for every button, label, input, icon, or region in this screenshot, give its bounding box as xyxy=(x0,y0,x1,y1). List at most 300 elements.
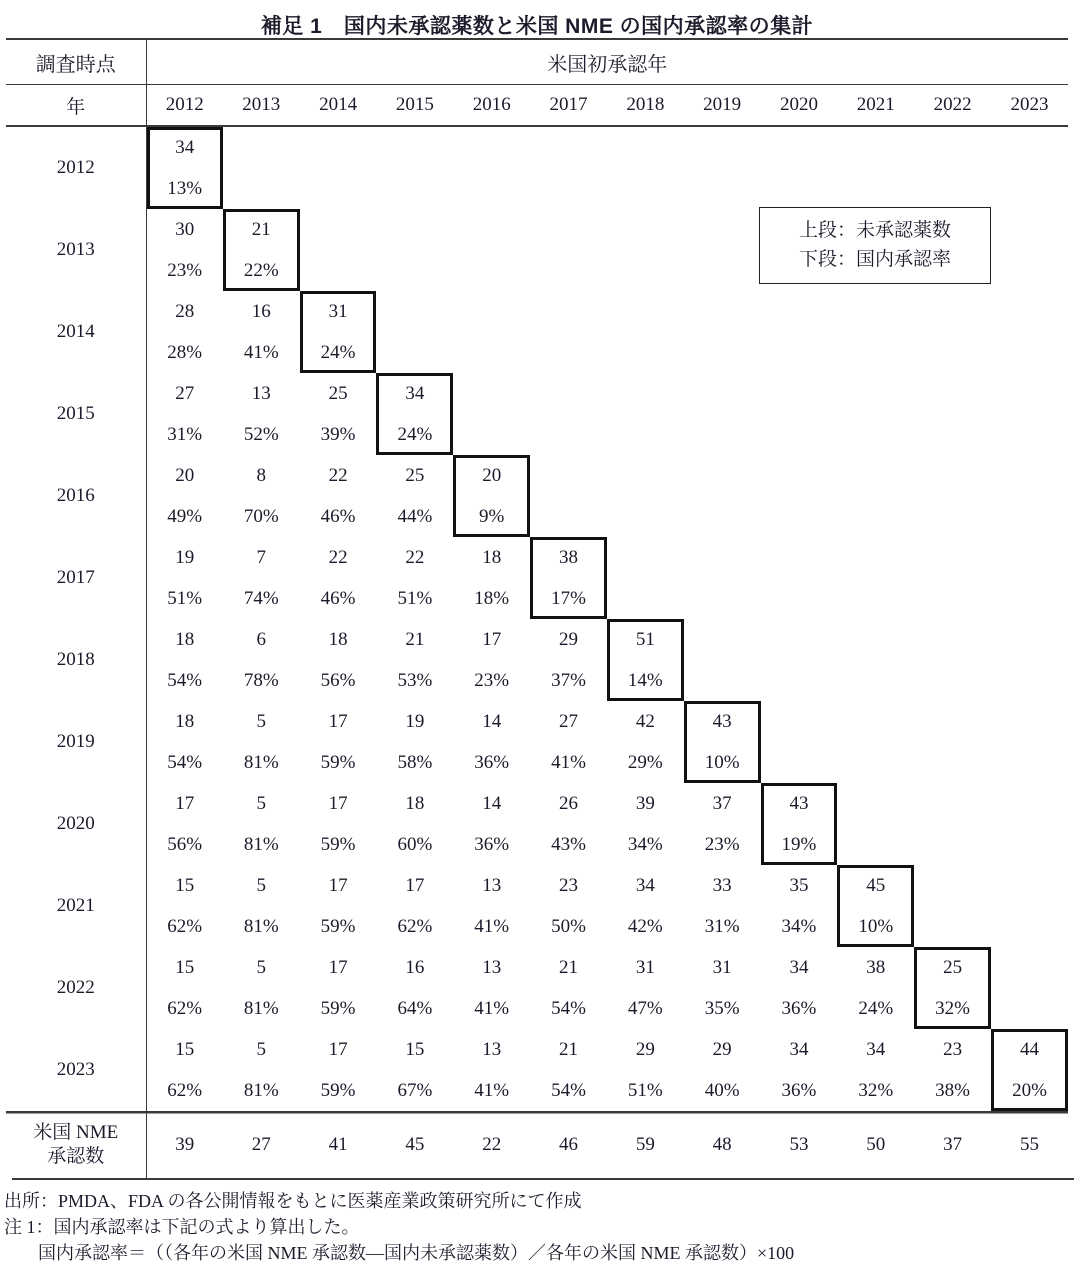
approval-rate: 70% xyxy=(243,506,279,527)
approval-rate: 50% xyxy=(551,916,586,937)
unapproved-count: 14 xyxy=(482,793,502,814)
approval-rate: 41% xyxy=(243,342,279,363)
cell-2017-2016 xyxy=(453,537,530,619)
unapproved-count: 17 xyxy=(328,875,348,896)
cell-2014-2017 xyxy=(530,291,607,373)
approval-rate: 40% xyxy=(704,1080,740,1101)
unapproved-count: 43 xyxy=(789,793,809,814)
cell-2017-2018 xyxy=(607,537,684,619)
table-row xyxy=(6,1029,1068,1112)
cell-2022-2023 xyxy=(991,947,1068,1029)
cell-2017-2021 xyxy=(837,537,914,619)
unapproved-count: 18 xyxy=(405,793,425,814)
unapproved-count: 16 xyxy=(251,301,271,322)
cell-2012-2012 xyxy=(146,126,223,209)
cell-stack xyxy=(376,619,453,701)
approval-rate: 41% xyxy=(474,916,510,937)
cell-stack xyxy=(147,373,223,455)
cell-stack xyxy=(684,701,761,783)
cell-2012-2013 xyxy=(223,126,300,209)
cell-stack xyxy=(223,619,300,701)
unapproved-count: 17 xyxy=(405,875,425,896)
unapproved-count: 15 xyxy=(175,957,195,978)
approval-rate: 31% xyxy=(704,916,740,937)
cell-2015-2020 xyxy=(761,373,838,455)
cell-2012-2015 xyxy=(376,126,453,209)
unapproved-count: 29 xyxy=(635,1039,655,1060)
cell-2022-2022 xyxy=(914,947,991,1029)
cell-2014-2013 xyxy=(223,291,300,373)
cell-stack xyxy=(223,865,300,947)
approval-rate: 41% xyxy=(551,752,586,773)
unapproved-count: 18 xyxy=(175,711,195,732)
unapproved-count: 27 xyxy=(175,383,195,404)
approval-rate: 34% xyxy=(781,916,817,937)
approval-rate: 46% xyxy=(320,506,356,527)
header-year-2014: 2014 xyxy=(300,85,377,127)
cell-2012-2018 xyxy=(607,126,684,209)
header-year-2021: 2021 xyxy=(837,85,914,127)
cell-stack xyxy=(147,455,223,537)
note-1: 注 1：国内承認率は下記の式より算出した。 xyxy=(4,1217,360,1238)
cell-2016-2017 xyxy=(530,455,607,537)
cell-2015-2018 xyxy=(607,373,684,455)
totals-value-2023: 55 xyxy=(991,1112,1068,1179)
unapproved-count: 5 xyxy=(256,711,266,732)
approval-rate: 46% xyxy=(320,588,356,609)
cell-2020-2018 xyxy=(607,783,684,865)
cell-2020-2013 xyxy=(223,783,300,865)
row-label-2020: 2020 xyxy=(6,783,146,865)
approval-rate: 51% xyxy=(167,588,203,609)
approval-rate: 14% xyxy=(627,670,663,691)
cell-stack xyxy=(147,537,223,619)
cell-2019-2012 xyxy=(146,701,223,783)
approval-rate: 28% xyxy=(167,342,203,363)
header-year-2017: 2017 xyxy=(530,85,607,127)
cell-2023-2017 xyxy=(530,1029,607,1112)
approval-rate: 42% xyxy=(627,916,663,937)
cell-stack xyxy=(147,619,223,701)
approval-rate: 22% xyxy=(243,260,279,281)
cell-stack xyxy=(300,865,377,947)
cell-2022-2012 xyxy=(146,947,223,1029)
cell-stack xyxy=(376,373,453,455)
cell-2018-2014 xyxy=(300,619,377,701)
cell-2012-2023 xyxy=(991,126,1068,209)
approval-rate: 24% xyxy=(397,424,433,445)
cell-2021-2016 xyxy=(453,865,530,947)
cell-stack xyxy=(761,865,838,947)
approval-rate: 32% xyxy=(858,1080,894,1101)
approval-rate: 44% xyxy=(397,506,433,527)
cell-stack xyxy=(530,783,607,865)
unapproved-count: 21 xyxy=(559,957,578,978)
table-row xyxy=(6,783,1068,865)
cell-2020-2012 xyxy=(146,783,223,865)
approval-rate: 43% xyxy=(551,834,586,855)
cell-2023-2020 xyxy=(761,1029,838,1112)
cell-2022-2013 xyxy=(223,947,300,1029)
approval-rate: 58% xyxy=(397,752,433,773)
approval-rate: 31% xyxy=(167,424,203,445)
unapproved-count: 33 xyxy=(712,875,732,896)
cell-stack xyxy=(530,537,607,619)
unapproved-count: 22 xyxy=(405,547,425,568)
cell-stack xyxy=(147,1029,223,1111)
cell-stack xyxy=(530,865,607,947)
cell-stack xyxy=(147,783,223,865)
cell-2023-2023 xyxy=(991,1029,1068,1112)
cell-stack xyxy=(453,537,530,619)
cell-2018-2020 xyxy=(761,619,838,701)
totals-value-2021: 50 xyxy=(837,1112,914,1179)
cell-2020-2014 xyxy=(300,783,377,865)
header-year-2015: 2015 xyxy=(376,85,453,127)
cell-stack xyxy=(914,1029,991,1111)
unapproved-count: 31 xyxy=(712,957,732,978)
cell-2014-2020 xyxy=(761,291,838,373)
cell-stack xyxy=(761,783,838,865)
cell-2016-2021 xyxy=(837,455,914,537)
cell-stack xyxy=(530,701,607,783)
approval-rate: 59% xyxy=(320,998,356,1019)
cell-2021-2022 xyxy=(914,865,991,947)
cell-stack xyxy=(607,701,684,783)
approval-rate: 41% xyxy=(474,998,510,1019)
unapproved-count: 26 xyxy=(559,793,578,814)
cell-2018-2018 xyxy=(607,619,684,701)
note-formula: 国内承認率＝（（各年の米国 NME 承認数―国内未承認薬数）／各年の米国 NME 承認数）×100 xyxy=(38,1243,795,1264)
unapproved-count: 16 xyxy=(405,957,425,978)
totals-value-2018: 59 xyxy=(607,1112,684,1179)
cell-2015-2021 xyxy=(837,373,914,455)
approval-rate: 10% xyxy=(704,752,740,773)
approval-rate: 59% xyxy=(320,752,356,773)
cell-2020-2022 xyxy=(914,783,991,865)
cell-stack xyxy=(684,783,761,865)
approval-rate: 62% xyxy=(167,916,203,937)
cell-2013-2017 xyxy=(530,209,607,291)
cell-stack xyxy=(147,209,223,291)
unapproved-count: 17 xyxy=(328,1039,348,1060)
cell-2021-2023 xyxy=(991,865,1068,947)
cell-2012-2019 xyxy=(684,126,761,209)
unapproved-count: 8 xyxy=(256,465,266,486)
approval-rate: 36% xyxy=(474,752,510,773)
cell-2016-2014 xyxy=(300,455,377,537)
cell-stack xyxy=(300,537,377,619)
unapproved-count: 23 xyxy=(559,875,578,896)
cell-2023-2019 xyxy=(684,1029,761,1112)
approval-rate: 59% xyxy=(320,834,356,855)
cell-2019-2022 xyxy=(914,701,991,783)
cell-2017-2019 xyxy=(684,537,761,619)
approval-rate: 18% xyxy=(474,588,510,609)
cell-2015-2023 xyxy=(991,373,1068,455)
cell-stack xyxy=(223,209,300,291)
row-label-2013: 2013 xyxy=(6,209,146,291)
cell-2019-2015 xyxy=(376,701,453,783)
cell-stack xyxy=(300,1029,377,1111)
cell-stack xyxy=(453,455,530,537)
cell-2016-2015 xyxy=(376,455,453,537)
cell-stack xyxy=(223,1029,300,1111)
approval-rate: 35% xyxy=(704,998,740,1019)
header-year-2018: 2018 xyxy=(607,85,684,127)
cell-stack xyxy=(223,373,300,455)
approval-rate: 23% xyxy=(704,834,740,855)
cell-2016-2022 xyxy=(914,455,991,537)
approval-rate: 56% xyxy=(167,834,203,855)
cell-2014-2019 xyxy=(684,291,761,373)
cell-stack xyxy=(607,783,684,865)
cell-2018-2013 xyxy=(223,619,300,701)
cell-2018-2016 xyxy=(453,619,530,701)
header-row-years xyxy=(6,85,1068,127)
unapproved-count: 31 xyxy=(635,957,655,978)
cell-stack xyxy=(300,947,377,1029)
approval-rate: 36% xyxy=(781,1080,817,1101)
cell-stack xyxy=(453,1029,530,1111)
unapproved-count: 17 xyxy=(328,793,348,814)
cell-2019-2017 xyxy=(530,701,607,783)
header-corner-survey-point: 調査時点 xyxy=(6,39,146,85)
cell-stack xyxy=(147,291,223,373)
cell-2015-2022 xyxy=(914,373,991,455)
approval-rate: 10% xyxy=(858,916,894,937)
row-label-2021: 2021 xyxy=(6,865,146,947)
approval-rate: 24% xyxy=(320,342,356,363)
approval-rate: 36% xyxy=(474,834,510,855)
unapproved-count: 17 xyxy=(482,629,502,650)
cell-2013-2013 xyxy=(223,209,300,291)
header-year-2020: 2020 xyxy=(761,85,838,127)
cell-2015-2013 xyxy=(223,373,300,455)
cell-stack xyxy=(300,455,377,537)
approval-rate: 20% xyxy=(1012,1080,1047,1101)
header-row-top xyxy=(6,39,1068,85)
legend-line-lower: 下段：国内承認率 xyxy=(798,249,951,271)
cell-stack xyxy=(223,291,300,373)
unapproved-count: 15 xyxy=(175,875,195,896)
cell-2013-2016 xyxy=(453,209,530,291)
cell-2023-2013 xyxy=(223,1029,300,1112)
unapproved-count: 15 xyxy=(405,1039,425,1060)
cell-2020-2017 xyxy=(530,783,607,865)
cell-2014-2018 xyxy=(607,291,684,373)
totals-value-2019: 48 xyxy=(684,1112,761,1179)
cell-stack xyxy=(684,1029,761,1111)
cell-stack xyxy=(453,783,530,865)
cell-2023-2016 xyxy=(453,1029,530,1112)
unapproved-count: 23 xyxy=(943,1039,963,1060)
row-label-2023: 2023 xyxy=(6,1029,146,1112)
cell-2012-2022 xyxy=(914,126,991,209)
cell-2018-2017 xyxy=(530,619,607,701)
unapproved-count: 6 xyxy=(256,629,266,650)
cell-2014-2014 xyxy=(300,291,377,373)
totals-value-2022: 37 xyxy=(914,1112,991,1179)
unapproved-count: 45 xyxy=(866,875,886,896)
cell-stack xyxy=(761,1029,838,1111)
unapproved-count: 51 xyxy=(635,629,655,650)
approval-rate: 51% xyxy=(627,1080,663,1101)
cell-2018-2015 xyxy=(376,619,453,701)
approval-rate: 9% xyxy=(479,506,505,527)
cell-stack xyxy=(300,619,377,701)
cell-2018-2021 xyxy=(837,619,914,701)
unapproved-count: 20 xyxy=(482,465,502,486)
page-title: 補足 1 国内未承認薬数と米国 NME の国内承認率の集計 xyxy=(260,15,814,38)
unapproved-count: 37 xyxy=(712,793,732,814)
cell-2023-2021 xyxy=(837,1029,914,1112)
cell-2012-2016 xyxy=(453,126,530,209)
cell-2016-2018 xyxy=(607,455,684,537)
unapproved-count: 28 xyxy=(175,301,195,322)
approval-rate: 67% xyxy=(397,1080,433,1101)
row-label-2012: 2012 xyxy=(6,126,146,209)
cell-2015-2016 xyxy=(453,373,530,455)
cell-2023-2014 xyxy=(300,1029,377,1112)
unapproved-count: 34 xyxy=(789,957,809,978)
unapproved-count: 19 xyxy=(405,711,425,732)
legend-line-upper: 上段：未承認薬数 xyxy=(798,220,951,241)
cell-stack xyxy=(376,1029,453,1111)
unapproved-count: 35 xyxy=(789,875,809,896)
cell-2014-2022 xyxy=(914,291,991,373)
cell-2013-2014 xyxy=(300,209,377,291)
cell-2016-2013 xyxy=(223,455,300,537)
cell-2015-2017 xyxy=(530,373,607,455)
table-row xyxy=(6,126,1068,209)
approval-rate: 54% xyxy=(551,998,586,1019)
cell-stack xyxy=(837,947,914,1029)
cell-stack xyxy=(223,947,300,1029)
cell-2018-2022 xyxy=(914,619,991,701)
cell-2022-2020 xyxy=(761,947,838,1029)
cell-stack xyxy=(147,947,223,1029)
cell-2017-2023 xyxy=(991,537,1068,619)
unapproved-count: 25 xyxy=(328,383,348,404)
approval-rate: 52% xyxy=(243,424,279,445)
cell-stack xyxy=(376,701,453,783)
cell-stack xyxy=(300,373,377,455)
header-span-us-first-approval-year: 米国初承認年 xyxy=(146,39,1068,85)
cell-stack xyxy=(530,619,607,701)
unapproved-count: 29 xyxy=(712,1039,732,1060)
unapproved-count: 5 xyxy=(256,1039,266,1060)
cell-2016-2020 xyxy=(761,455,838,537)
unapproved-count: 44 xyxy=(1019,1039,1039,1060)
row-label-2022: 2022 xyxy=(6,947,146,1029)
cell-2016-2023 xyxy=(991,455,1068,537)
table-row xyxy=(6,619,1068,701)
cell-2019-2019 xyxy=(684,701,761,783)
cell-2019-2016 xyxy=(453,701,530,783)
row-label-2017: 2017 xyxy=(6,537,146,619)
cell-stack xyxy=(607,865,684,947)
unapproved-count: 18 xyxy=(328,629,348,650)
cell-2012-2017 xyxy=(530,126,607,209)
unapproved-count: 25 xyxy=(943,957,963,978)
unapproved-count: 29 xyxy=(559,629,578,650)
cell-2020-2020 xyxy=(761,783,838,865)
unapproved-count: 5 xyxy=(256,957,266,978)
approval-rate: 37% xyxy=(551,670,586,691)
cell-2018-2023 xyxy=(991,619,1068,701)
cell-stack xyxy=(300,783,377,865)
approval-rate: 56% xyxy=(320,670,356,691)
cell-2020-2021 xyxy=(837,783,914,865)
approval-rate: 62% xyxy=(397,916,433,937)
cell-2017-2014 xyxy=(300,537,377,619)
approval-rate: 41% xyxy=(474,1080,510,1101)
approval-rate: 23% xyxy=(167,260,203,281)
cell-2023-2012 xyxy=(146,1029,223,1112)
cell-stack xyxy=(453,619,530,701)
unapproved-count: 31 xyxy=(328,301,348,322)
cell-stack xyxy=(223,783,300,865)
unapproved-count: 22 xyxy=(328,547,348,568)
table-row xyxy=(6,537,1068,619)
unapproved-count: 20 xyxy=(175,465,195,486)
cell-2019-2020 xyxy=(761,701,838,783)
totals-value-2016: 22 xyxy=(453,1112,530,1179)
cell-2023-2022 xyxy=(914,1029,991,1112)
table-row xyxy=(6,455,1068,537)
totals-value-2013: 27 xyxy=(223,1112,300,1179)
cell-2015-2014 xyxy=(300,373,377,455)
unapproved-count: 19 xyxy=(175,547,195,568)
cell-2013-2015 xyxy=(376,209,453,291)
unapproved-count: 21 xyxy=(405,629,425,650)
matrix-head xyxy=(6,39,1068,126)
approval-rate: 49% xyxy=(167,506,203,527)
cell-2022-2018 xyxy=(607,947,684,1029)
unapproved-count: 30 xyxy=(175,219,195,240)
cell-stack xyxy=(607,619,684,701)
cell-2021-2013 xyxy=(223,865,300,947)
header-year-2019: 2019 xyxy=(684,85,761,127)
unapproved-count: 17 xyxy=(328,711,348,732)
cell-2022-2019 xyxy=(684,947,761,1029)
cell-stack xyxy=(761,947,838,1029)
approval-rate: 38% xyxy=(935,1080,970,1101)
cell-2018-2019 xyxy=(684,619,761,701)
cell-2016-2019 xyxy=(684,455,761,537)
header-year-2016: 2016 xyxy=(453,85,530,127)
cell-2021-2021 xyxy=(837,865,914,947)
totals-label-line2: 承認数 xyxy=(47,1146,105,1167)
approval-rate: 34% xyxy=(627,834,663,855)
cell-stack xyxy=(837,1029,914,1111)
row-label-2018: 2018 xyxy=(6,619,146,701)
totals-value-2012: 39 xyxy=(146,1112,223,1179)
matrix-foot xyxy=(6,1112,1068,1179)
cell-2014-2012 xyxy=(146,291,223,373)
row-label-2014: 2014 xyxy=(6,291,146,373)
cell-2022-2021 xyxy=(837,947,914,1029)
cell-2023-2015 xyxy=(376,1029,453,1112)
cell-2018-2012 xyxy=(146,619,223,701)
cell-stack xyxy=(376,455,453,537)
approval-rate: 59% xyxy=(320,916,356,937)
cell-2021-2012 xyxy=(146,865,223,947)
cell-2015-2015 xyxy=(376,373,453,455)
cell-2017-2015 xyxy=(376,537,453,619)
cell-stack xyxy=(530,947,607,1029)
